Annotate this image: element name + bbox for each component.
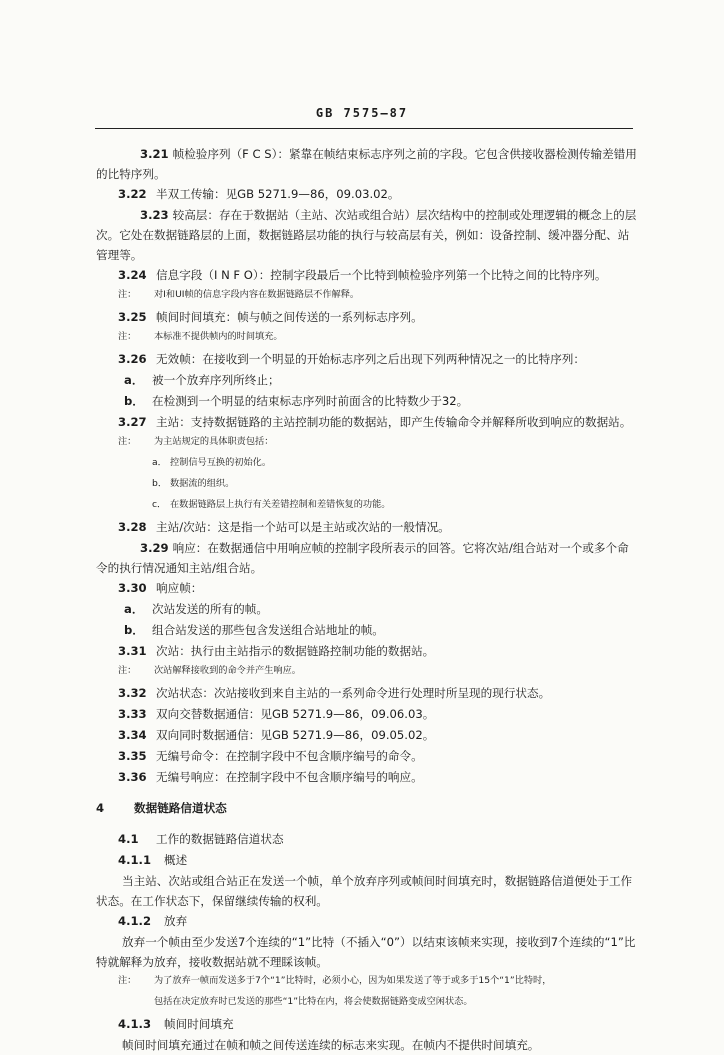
clause-number: 3.28: [118, 520, 147, 534]
list-text: 在检测到一个明显的结束标志序列时前面含的比特数少于32。: [152, 394, 469, 408]
clause-number: 3.32: [118, 686, 147, 700]
list-item: [96, 599, 638, 620]
clause-text: 无编号响应：在控制字段中不包含顺序编号的响应。: [156, 770, 423, 784]
clause-entry: [96, 1014, 638, 1035]
section-number: 4: [96, 801, 105, 815]
clause-entry: [96, 349, 638, 370]
clause-text: 帧间时间填充: [164, 1017, 234, 1031]
clause-entry: [96, 683, 638, 704]
clause-number: 3.23: [140, 208, 169, 222]
clause-number: 3.33: [118, 707, 147, 721]
clause-text: 响应帧：: [156, 581, 203, 595]
list-text: 被一个放弃序列所终止；: [152, 373, 280, 387]
clause-number: 4.1.3: [118, 1017, 152, 1031]
clause-text: 主站：支持数据链路的主站控制功能的数据站，即产生传输命令并解释所收到响应的数据站。: [156, 415, 632, 429]
clause-text: 概述: [164, 853, 188, 867]
body-text: 放弃一个帧由至少发送7个连续的“1”比特（不插入“0”）以结束该帧来实现，接收到7个连续的“1”比特就解释为放弃，接收数据站就不理睬该帧。: [96, 935, 636, 969]
note-list-text: 在数据链路层上执行有关差错控制和差错恢复的功能。: [170, 499, 391, 510]
spacer: [96, 819, 638, 829]
clause-text: 无效帧：在接收到一个明显的开始标志序列之后出现下列两种情况之一的比特序列：: [156, 352, 585, 366]
note-text: 对I和UI帧的信息字段内容在数据链路层不作解释。: [154, 289, 360, 300]
document-body: [96, 144, 638, 1055]
note-text: 包括在决定放弃时已发送的那些“1”比特在内，将会使数据链路变成空闲状态。: [154, 996, 473, 1007]
list-label: b．: [124, 623, 144, 637]
note-list-item: [96, 475, 638, 496]
clause-text: 双向交替数据通信：见GB 5271.9—86，09.06.03。: [156, 707, 435, 721]
clause-number: 3.24: [118, 268, 147, 282]
list-item: [96, 391, 638, 412]
clause-text: 帧间时间填充：帧与帧之间传送的一系列标志序列。: [156, 310, 423, 324]
clause-number: 3.36: [118, 770, 147, 784]
note-list-item: [96, 454, 638, 475]
note-list-label: a．: [152, 457, 167, 468]
list-text: 次站发送的所有的帧。: [152, 602, 268, 616]
note-list-text: 控制信号互换的初始化。: [170, 457, 272, 468]
header-rule: [95, 128, 633, 129]
clause-number: 4.1: [118, 832, 139, 846]
clause-text: 较高层：存在于数据站（主站、次站或组合站）层次结构中的控制或处理逻辑的概念上的层次。它处在数据链路层的上面，数据链路层功能的执行与较高层有关，例如：设备控制、缓冲器分配、站管理等。: [96, 208, 637, 262]
note: [96, 972, 638, 993]
definition-paragraph: [96, 144, 638, 184]
note: [96, 662, 638, 683]
clause-number: 4.1.2: [118, 914, 152, 928]
note-list-label: b．: [152, 478, 168, 489]
clause-entry: [96, 829, 638, 850]
note-text: 次站解释接收到的命令并产生响应。: [154, 665, 301, 676]
clause-entry: [96, 767, 638, 788]
list-item: [96, 370, 638, 391]
clause-text: 半双工传输：见GB 5271.9—86，09.03.02。: [156, 187, 400, 201]
note-tag: 注：: [118, 436, 137, 447]
clause-entry: [96, 517, 638, 538]
clause-number: 3.29: [140, 541, 169, 555]
list-label: a．: [124, 373, 144, 387]
clause-text: 信息字段（I N F O）：控制字段最后一个比特到帧检验序列第一个比特之间的比特序列。: [156, 268, 607, 282]
note-tag: 注：: [118, 331, 137, 342]
clause-number: 3.34: [118, 728, 147, 742]
definition-paragraph: [96, 205, 638, 265]
clause-entry: [96, 704, 638, 725]
body-paragraph: [96, 871, 638, 911]
note-list-label: c．: [152, 499, 167, 510]
note-list-item: [96, 496, 638, 517]
clause-entry: [96, 307, 638, 328]
clause-entry: [96, 746, 638, 767]
clause-text: 响应：在数据通信中用响应帧的控制字段所表示的回答。它将次站/组合站对一个或多个命令的执行情况通知主站/组合站。: [96, 541, 629, 575]
clause-text: 次站：执行由主站指示的数据链路控制功能的数据站。: [156, 644, 435, 658]
note-text: 本标准不提供帧内的时间填充。: [154, 331, 283, 342]
clause-text: 帧检验序列（F C S）：紧靠在帧结束标志序列之前的字段。它包含供接收器检测传输差错用的比特序列。: [96, 147, 637, 181]
definition-paragraph: [96, 538, 638, 578]
note: [96, 328, 638, 349]
note-text: 为主站规定的具体职责包括：: [154, 436, 274, 447]
clause-number: 3.26: [118, 352, 147, 366]
clause-number: 3.25: [118, 310, 147, 324]
body-paragraph: [96, 1035, 638, 1055]
note-list-text: 数据流的组织。: [170, 478, 235, 489]
clause-number: 3.35: [118, 749, 147, 763]
note-tag: 注：: [118, 975, 137, 986]
clause-number: 3.31: [118, 644, 147, 658]
clause-text: 次站状态：次站接收到来自主站的一系列命令进行处理时所呈现的现行状态。: [156, 686, 551, 700]
note-continuation: [96, 993, 638, 1014]
note: [96, 286, 638, 307]
body-text: 当主站、次站或组合站正在发送一个帧，单个放弃序列或帧间时间填充时，数据链路信道便处于工作状态。在工作状态下，保留继续传输的权利。: [96, 874, 633, 908]
list-text: 组合站发送的那些包含发送组合站地址的帧。: [152, 623, 384, 637]
clause-entry: [96, 725, 638, 746]
clause-number: 3.21: [140, 147, 169, 161]
clause-entry: [96, 641, 638, 662]
clause-entry: [96, 578, 638, 599]
clause-number: 3.30: [118, 581, 147, 595]
clause-text: 工作的数据链路信道状态: [156, 832, 284, 846]
clause-text: 放弃: [164, 914, 188, 928]
clause-text: 双向同时数据通信：见GB 5271.9—86，09.05.02。: [156, 728, 435, 742]
body-text: 帧间时间填充通过在帧和帧之间传送连续的标志来实现。在帧内不提供时间填充。: [122, 1038, 540, 1052]
list-label: a．: [124, 602, 144, 616]
spacer: [96, 788, 638, 798]
clause-entry: [96, 911, 638, 932]
clause-number: 3.27: [118, 415, 147, 429]
list-label: b．: [124, 394, 144, 408]
note-tag: 注：: [118, 665, 137, 676]
clause-text: 无编号命令：在控制字段中不包含顺序编号的命令。: [156, 749, 423, 763]
clause-text: 主站/次站：这是指一个站可以是主站或次站的一般情况。: [156, 520, 450, 534]
note-text: 为了放弃一帧而发送多于7个“1”比特时，必须小心，因为如果发送了等于或多于15个“1”比特时，: [154, 975, 552, 986]
clause-number: 4.1.1: [118, 853, 152, 867]
note: [96, 433, 638, 454]
section-title: 数据链路信道状态: [134, 801, 227, 815]
clause-entry: [96, 265, 638, 286]
note-tag: 注：: [118, 289, 137, 300]
list-item: [96, 620, 638, 641]
section-heading: [96, 798, 638, 819]
body-paragraph: [96, 932, 638, 972]
clause-number: 3.22: [118, 187, 147, 201]
clause-entry: [96, 412, 638, 433]
page-header: GB 7575—87: [315, 106, 409, 120]
clause-entry: [96, 184, 638, 205]
clause-entry: [96, 850, 638, 871]
